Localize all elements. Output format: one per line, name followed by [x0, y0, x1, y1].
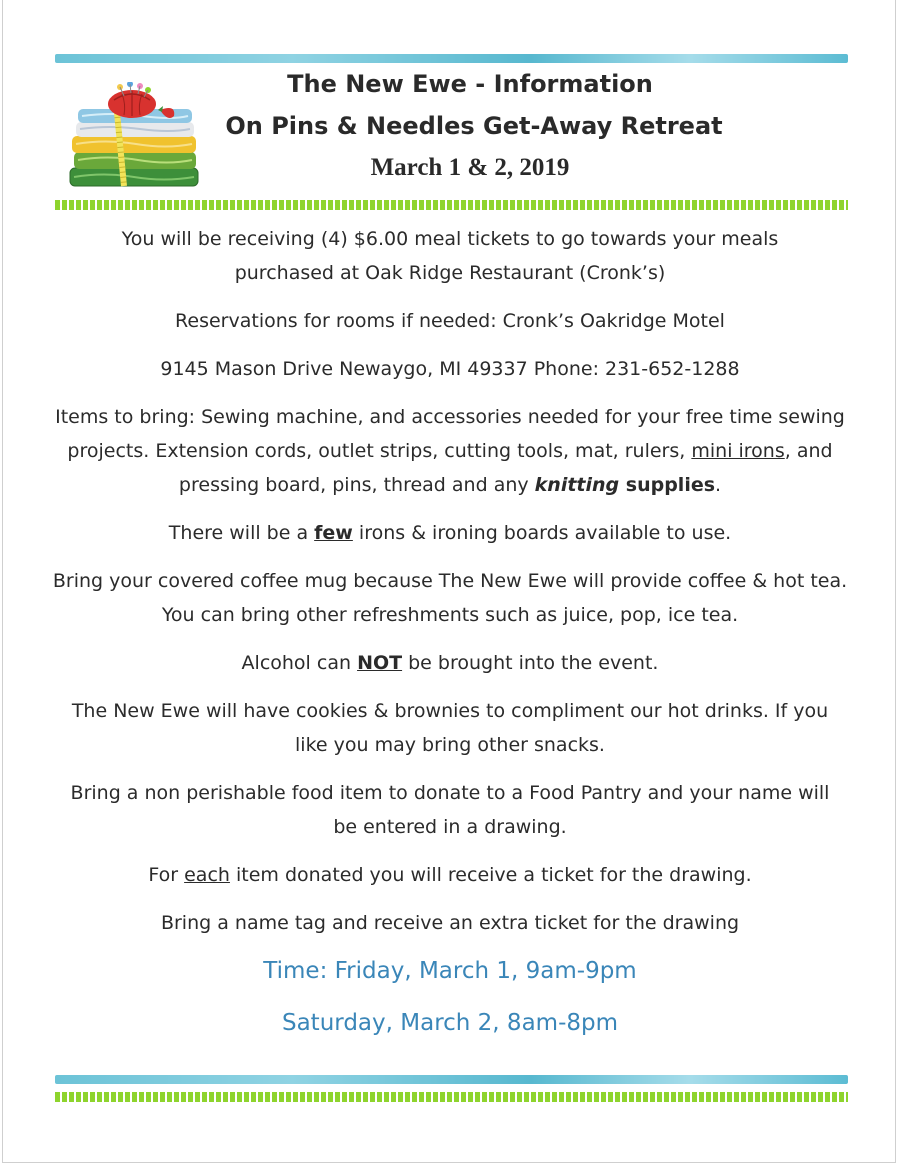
reservations-text: Reservations for rooms if needed: Cronk’s Oakridge Motel	[175, 310, 725, 332]
irons-text-b: irons & ironing boards available to use.	[352, 522, 732, 544]
mini-irons-text: mini irons	[691, 440, 785, 462]
fabric-stack-pincushion-icon	[64, 82, 204, 192]
motel-address-text: 9145 Mason Drive Newaygo, MI 49337 Phone: 231-652-1288	[160, 358, 740, 380]
header-title: The New Ewe - Information	[287, 70, 653, 98]
few-text: few	[314, 522, 353, 544]
header-subtitle: On Pins & Needles Get-Away Retreat	[225, 112, 723, 140]
not-text: NOT	[357, 652, 403, 674]
meal-tickets-text: You will be receiving (4) $6.00 meal tickets to go towards your meals purchased at Oak Ridge Restaurant (Cronk’s)	[121, 228, 779, 284]
top-blue-divider	[55, 54, 848, 63]
cookies-text: The New Ewe will have cookies & brownies to compliment our hot drinks. If you like you may bring other snacks.	[71, 700, 829, 756]
items-to-bring-text	[40, 400, 860, 502]
each-item-text	[40, 858, 860, 892]
alcohol-text	[40, 646, 860, 680]
alcohol-text-b: be brought into the event.	[402, 652, 659, 674]
items-text-a: Items to bring: Sewing machine, and accessories needed for your free time sewing projects. Extension cords, outlet strips, cutting tools, mat, rulers,	[55, 406, 845, 462]
supplies-text: supplies	[619, 474, 716, 496]
bottom-blue-divider	[55, 1075, 848, 1084]
each-text-a: For	[148, 864, 185, 886]
items-text-b: , and pressing board, pins, thread and any	[178, 440, 833, 496]
top-green-divider	[55, 200, 848, 210]
irons-text	[40, 516, 860, 550]
time-friday-text: Time: Friday, March 1, 9am-9pm	[263, 958, 637, 984]
each-text-b: item donated you will receive a ticket for the drawing.	[229, 864, 752, 886]
time-saturday-text: Saturday, March 2, 8am-8pm	[281, 1010, 618, 1036]
alcohol-text-a: Alcohol can	[241, 652, 358, 674]
irons-text-a: There will be a	[168, 522, 315, 544]
name-tag-text: Bring a name tag and receive an extra ticket for the drawing	[160, 912, 740, 934]
coffee-mug-text: Bring your covered coffee mug because The New Ewe will provide coffee & hot tea. You can bring other refreshments such as juice, pop, ice tea.	[52, 570, 848, 626]
knitting-text: knitting	[534, 474, 620, 496]
bottom-green-divider	[55, 1092, 848, 1102]
food-pantry-text: Bring a non perishable food item to donate to a Food Pantry and your name will be entered in a drawing.	[70, 782, 830, 838]
header-date: March 1 & 2, 2019	[370, 154, 570, 181]
each-text: each	[184, 864, 230, 886]
items-text-c: .	[715, 474, 722, 496]
header	[0, 66, 900, 196]
info-body	[40, 222, 860, 1058]
